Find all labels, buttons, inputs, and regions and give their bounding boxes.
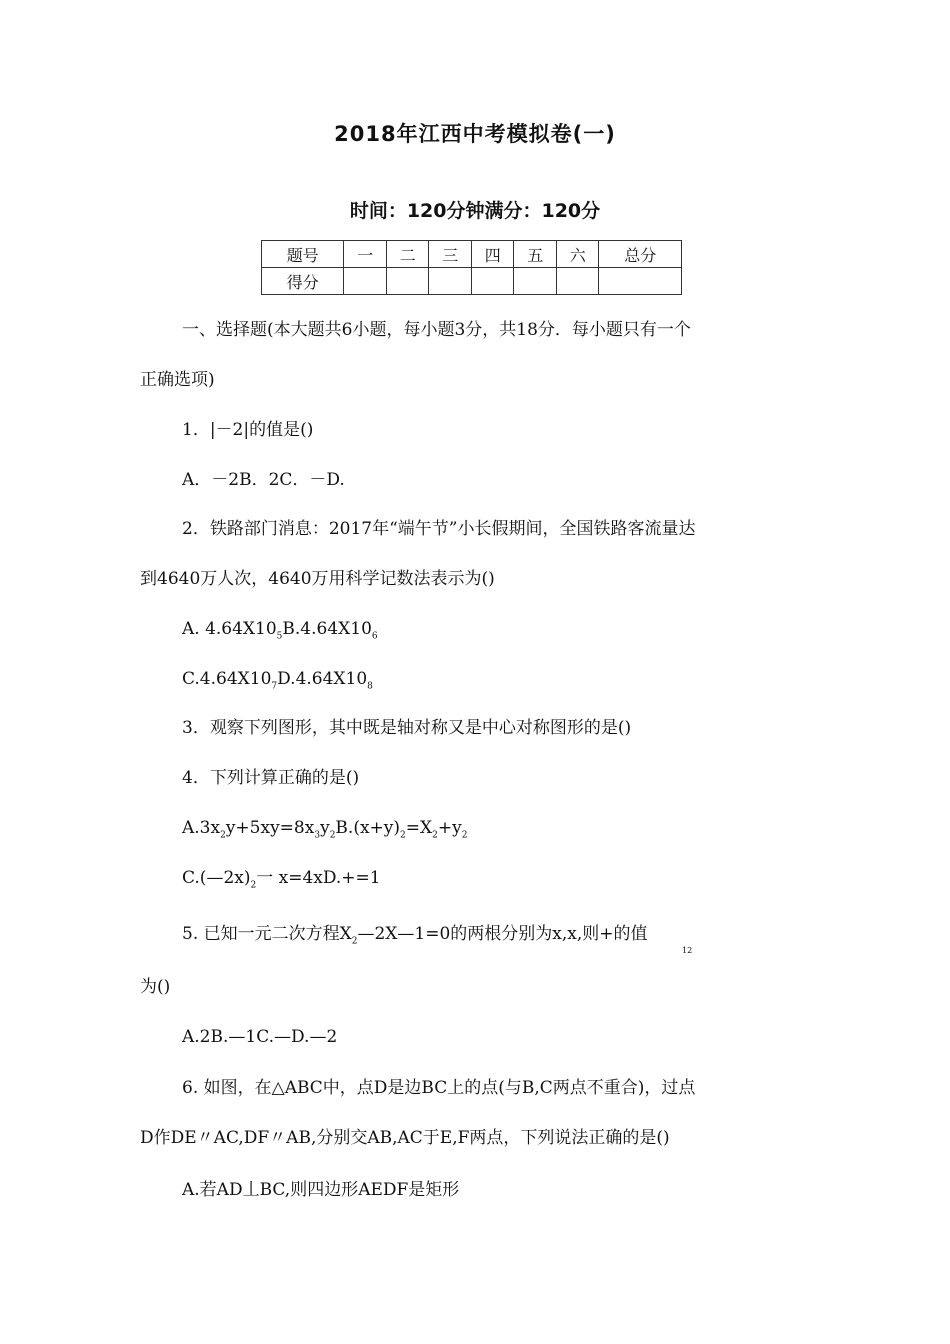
score-cell [344,268,387,295]
question-6-option-a: A.若AD丄BC,则四边形AEDF是矩形 [182,1180,460,1200]
exponent: 8 [367,681,373,692]
score-cell [556,268,599,295]
option-b: B.4.64X10 [282,619,372,639]
question-4-options-ab [182,816,467,847]
score-table [261,240,682,295]
question-1-stem: 1．|－2|的值是() [182,420,314,440]
header-cell: 五 [514,241,557,268]
exponent: 6 [371,631,378,642]
exponent: 5 [276,631,283,642]
question-4-options-cd [182,866,381,897]
question-2-options-cd [182,667,373,698]
question-6-stem-cont: D作DE〃AC,DF〃AB,分别交AB,AC于E,F两点，下列说法正确的是() [140,1128,670,1148]
question-6-stem: 6. 如图，在△ABC中，点D是边BC上的点(与B,C两点不重合)，过点 [182,1078,696,1098]
question-2-stem: 2．铁路部门消息：2017年“端午节”小长假期间，全国铁路客流量达 [182,519,696,539]
exponent: 2 [461,830,468,841]
header-cell: 四 [471,241,514,268]
section-heading: 一、选择题(本大题共6小题，每小题3分，共18分．每小题只有一个 [182,320,691,340]
score-cell [599,268,682,295]
score-cell [429,268,472,295]
exponent: 2 [351,936,358,947]
option-c: C.(—2x) [182,868,251,888]
option-a: A.3x [182,818,221,838]
option-b: B.(x+y) [335,818,401,838]
question-2-stem-cont: 到4640万人次，4640万用科学记数法表示为() [140,569,495,589]
option-a-text: y [320,818,330,838]
exponent: 2 [432,830,438,841]
exponent: 2 [400,830,406,841]
exponent: 2 [250,880,257,891]
question-5-options: A.2B.—1C.—D.—2 [182,1027,338,1047]
score-table-score-row [262,268,682,295]
question-5-stem-cont: 为() [140,977,171,997]
header-cell: 二 [386,241,429,268]
score-cell [471,268,514,295]
question-3-stem: 3．观察下列图形，其中既是轴对称又是中心对称图形的是() [182,718,632,738]
option-c-text: 一 x=4xD.+=1 [256,868,381,888]
stem-text: —2X—1=0的两根分别为x,x,则+的值 [357,924,648,944]
exponent: 7 [271,681,278,692]
option-b-text: +y [437,818,462,838]
header-cell: 总分 [599,241,682,268]
exponent: 2 [329,830,336,841]
question-1-options: A．－2B．2C．－D. [182,470,345,490]
exponent: 2 [220,830,226,841]
exam-info: 时间：120分钟满分：120分 [349,200,601,222]
score-cell [514,268,557,295]
question-5-stem [182,922,648,953]
option-a: A. 4.64X10 [182,619,277,639]
exponent: 3 [314,830,321,841]
subscript-label: 12 [682,946,693,955]
header-cell: 三 [429,241,472,268]
score-cell [386,268,429,295]
header-cell: 题号 [262,241,344,268]
section-heading-cont: 正确选项) [140,370,215,390]
option-b-text: =X [405,818,433,838]
header-cell: 六 [556,241,599,268]
page-title: 2018年江西中考模拟卷(一) [334,122,616,146]
question-2-options-ab [182,617,378,648]
score-table-header-row [262,241,682,268]
row-label-cell: 得分 [262,268,344,295]
option-c: C.4.64X10 [182,669,272,689]
header-cell: 一 [344,241,387,268]
option-d: D.4.64X10 [277,669,368,689]
stem-text: 5. 已知一元二次方程X [182,924,352,944]
question-4-stem: 4．下列计算正确的是() [182,768,360,788]
option-a-text: y+5xy=8x [225,818,315,838]
